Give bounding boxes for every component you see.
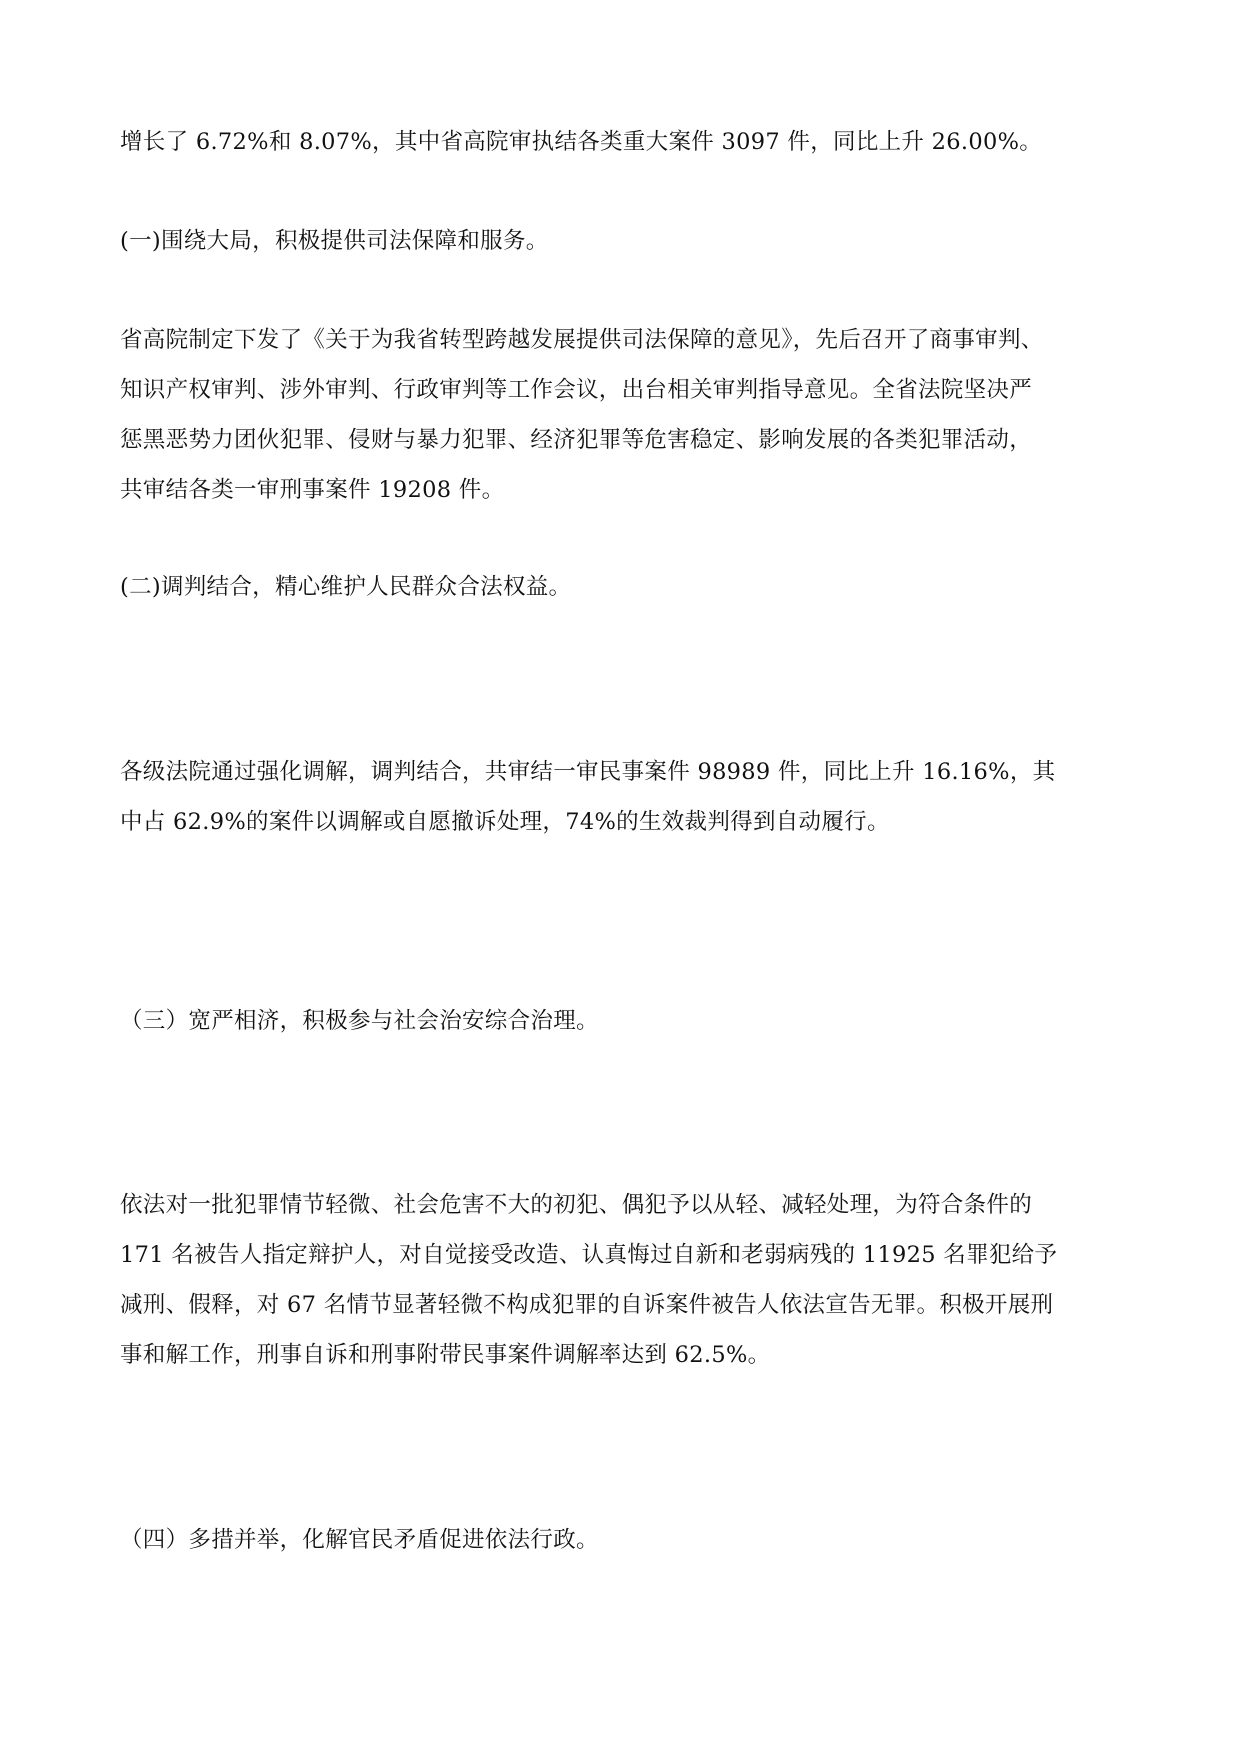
text-line: 共审结各类一审刑事案件 19208 件。: [120, 477, 505, 503]
body-paragraph: [120, 117, 1120, 167]
section-heading: (二)调判结合，精心维护人民群众合法权益。: [120, 574, 572, 600]
text-line: 中占 62.9%的案件以调解或自愿撤诉处理，74%的生效裁判得到自动履行。: [120, 809, 890, 835]
section-heading: (一)围绕大局，积极提供司法保障和服务。: [120, 228, 549, 254]
text-line: 知识产权审判、涉外审判、行政审判等工作会议，出台相关审判指导意见。全省法院坚决严: [120, 377, 1033, 403]
body-paragraph: [120, 315, 1120, 515]
text-line: 增长了 6.72%和 8.07%，其中省高院审执结各类重大案件 3097 件，同比上升 26.00%。: [120, 129, 1043, 155]
body-paragraph: [120, 747, 1120, 847]
section-heading: （四）多措并举，化解官民矛盾促进依法行政。: [120, 1527, 599, 1553]
text-line: 171 名被告人指定辩护人，对自觉接受改造、认真悔过自新和老弱病残的 11925 名罪犯给予: [120, 1242, 1058, 1268]
body-paragraph: [120, 1180, 1120, 1380]
section-heading: （三）宽严相济，积极参与社会治安综合治理。: [120, 1008, 599, 1034]
text-line: 依法对一批犯罪情节轻微、社会危害不大的初犯、偶犯予以从轻、减轻处理，为符合条件的: [120, 1192, 1033, 1218]
text-line: 事和解工作，刑事自诉和刑事附带民事案件调解率达到 62.5%。: [120, 1342, 771, 1368]
text-line: 各级法院通过强化调解，调判结合，共审结一审民事案件 98989 件，同比上升 16.16%，其: [120, 759, 1056, 785]
text-line: 惩黑恶势力团伙犯罪、侵财与暴力犯罪、经济犯罪等危害稳定、影响发展的各类犯罪活动，: [120, 427, 1033, 453]
text-line: 减刑、假释，对 67 名情节显著轻微不构成犯罪的自诉案件被告人依法宣告无罪。积极开展刑: [120, 1292, 1054, 1318]
text-line: 省高院制定下发了《关于为我省转型跨越发展提供司法保障的意见》，先后召开了商事审判、: [120, 327, 1044, 353]
